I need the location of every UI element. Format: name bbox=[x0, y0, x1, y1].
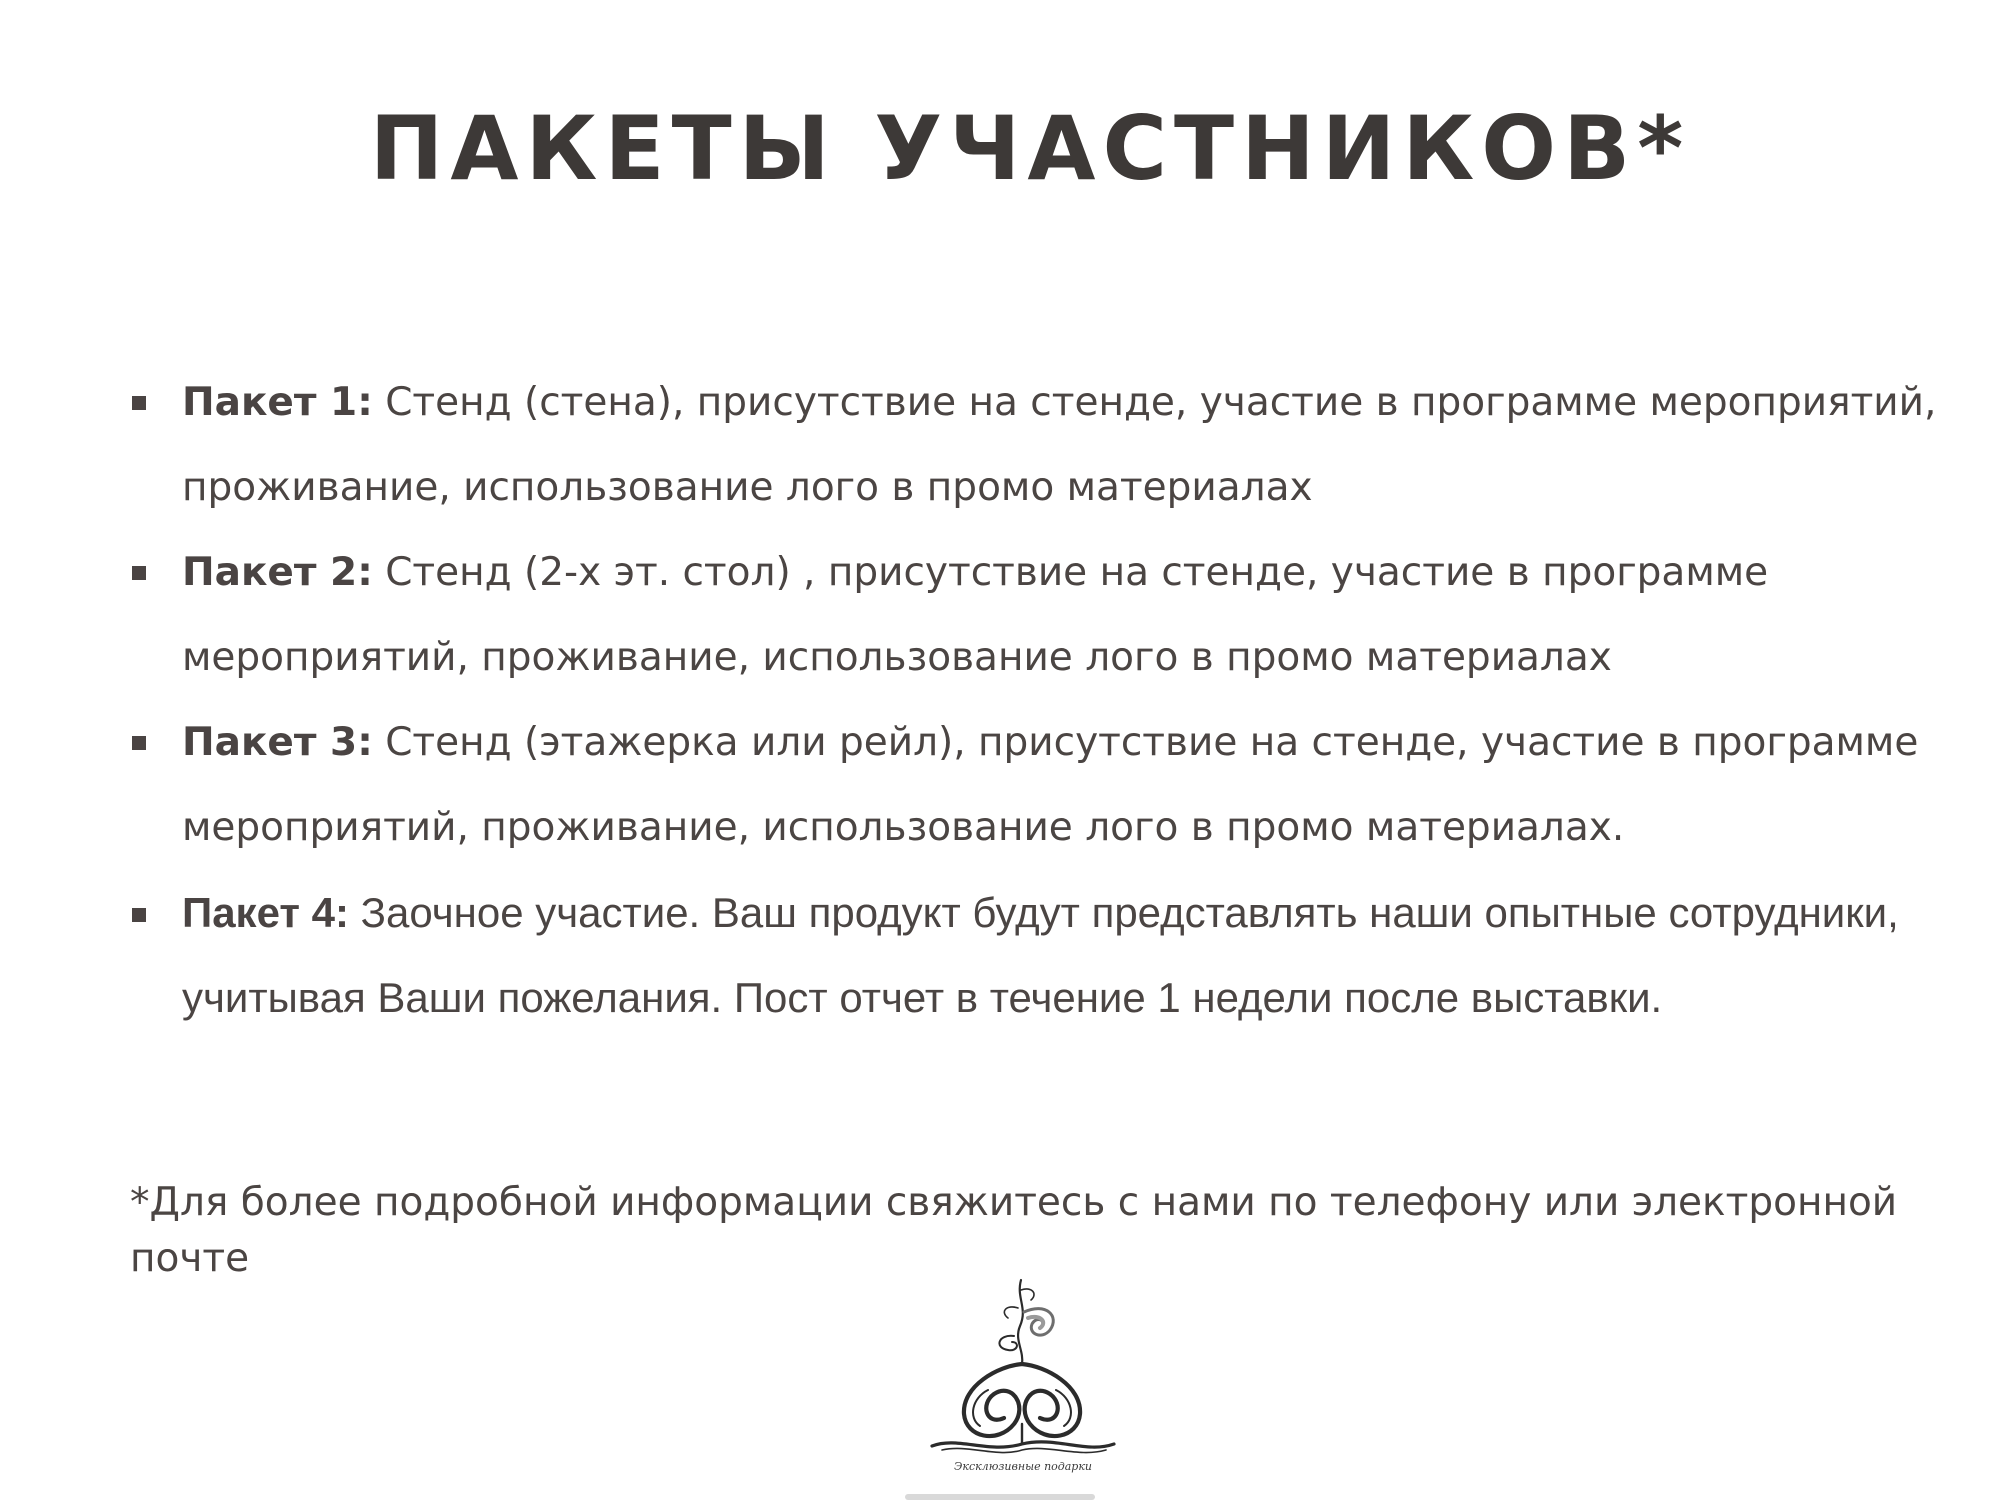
square-bullet-icon bbox=[132, 396, 146, 410]
package-description: Стенд (2-х эт. стол) , присутствие на стенде, участие в программе мероприятий, проживание, использование лого в промо материалах bbox=[182, 550, 1769, 680]
footnote: *Для более подробной информации свяжитесь с нами по телефону или электронной почте bbox=[130, 1180, 1898, 1281]
square-bullet-icon bbox=[132, 736, 146, 750]
package-lead: Пакет 2: bbox=[182, 550, 373, 595]
package-lead: Пакет 3: bbox=[182, 720, 373, 765]
square-bullet-icon bbox=[132, 908, 146, 922]
package-list bbox=[0, 360, 2000, 1040]
package-description: Заочное участие. Ваш продукт будут представлять наши опытные сотрудники, учитывая Ваши пожелания. Пост отчет в течение 1 недели после выставки. bbox=[182, 889, 1899, 1021]
package-description: Стенд (стена), присутствие на стенде, участие в программе мероприятий, проживание, использование лого в промо материалах bbox=[182, 380, 1937, 510]
list-item bbox=[0, 870, 2000, 1040]
package-lead: Пакет 1: bbox=[182, 380, 373, 425]
list-item bbox=[0, 700, 2000, 870]
logo-caption: Эксклюзивные подарки bbox=[953, 1460, 1093, 1473]
decorative-calligraphic-logo-icon bbox=[928, 1268, 1118, 1478]
list-item bbox=[0, 530, 2000, 700]
list-item bbox=[0, 360, 2000, 530]
square-bullet-icon bbox=[132, 566, 146, 580]
package-lead: Пакет 4: bbox=[182, 889, 349, 936]
page-title: ПАКЕТЫ УЧАСТНИКОВ* bbox=[369, 97, 1691, 200]
package-description: Стенд (этажерка или рейл), присутствие на стенде, участие в программе мероприятий, проживание, использование лого в промо материалах. bbox=[182, 720, 1919, 850]
home-indicator-bar bbox=[905, 1494, 1095, 1500]
